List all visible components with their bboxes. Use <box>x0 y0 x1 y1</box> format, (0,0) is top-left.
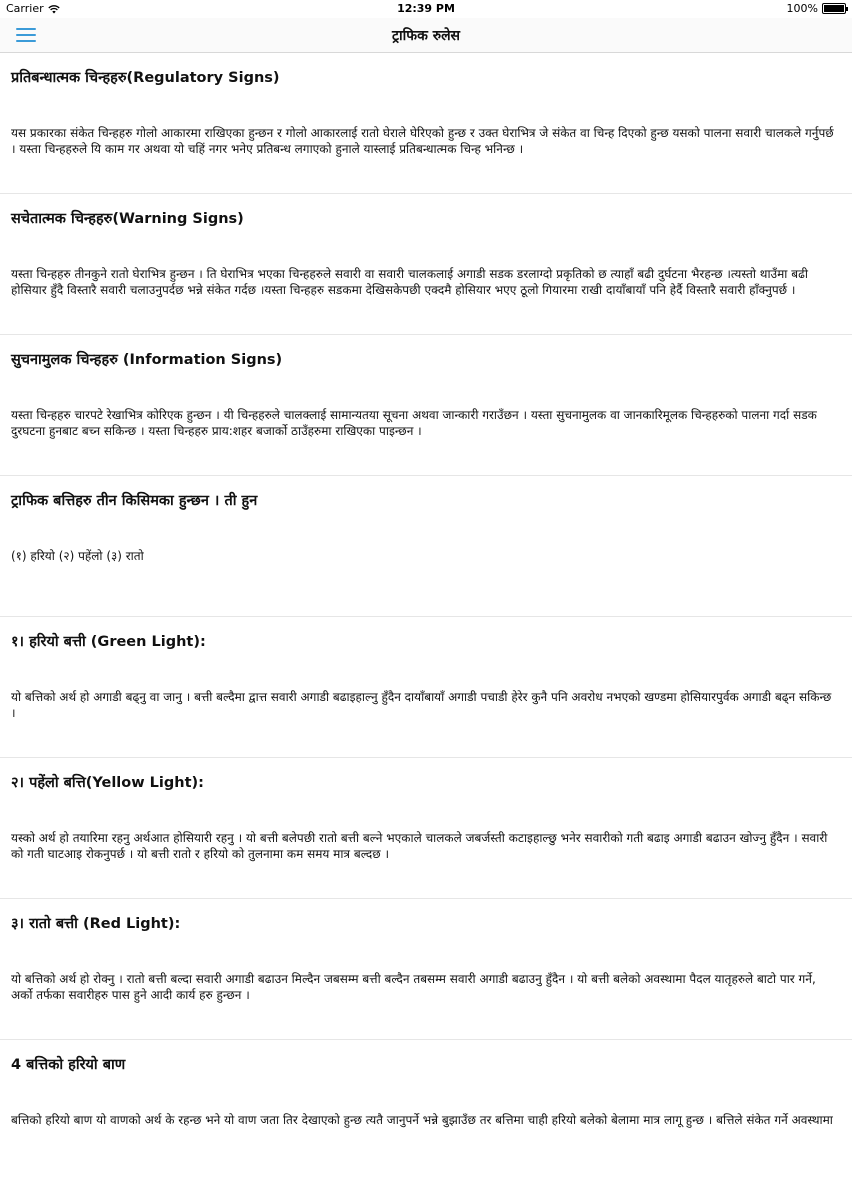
section-heading: सुचनामुलक चिन्हहरु (Information Signs) <box>11 352 283 368</box>
status-time: 12:39 PM <box>397 2 455 15</box>
section-body: बत्तिको हरियो बाण यो वाणको अर्थ के रहन्छ भने यो वाण जता तिर देखाएको हुन्छ त्यतै जानुपर्ने भन्ने बुझाउँछ तर बत्तिमा चाही हरियो बलेको बेलामा मात्र लागू हुन्छ । बत्तिले संकेत गर्ने अवस्थामा <box>11 1113 833 1127</box>
list-item <box>0 53 852 194</box>
list-item <box>0 899 852 1040</box>
page-title: ट्राफिक रुलेस <box>391 28 461 44</box>
content-list[interactable] <box>0 53 852 1181</box>
section-heading: 4 बत्तिको हरियो बाण <box>11 1057 126 1073</box>
navigation-bar <box>0 18 852 53</box>
list-item <box>0 335 852 476</box>
section-body: यो बत्तिको अर्थ हो रोक्नु । रातो बत्ती बल्दा सवारी अगाडी बढाउन मिल्दैन जबसम्म बत्ती बल्दैन तबसम्म सवारी अगाडी बढाउनु हुँदैन । यो बत्ती बलेको अवस्थामा पैदल यातृहरुले बाटो पार गर्ने, अर्को तर्फका सवारीहरु पास हुने आदी कार्य हरु हुन्छन । <box>11 972 816 1002</box>
list-item <box>0 758 852 899</box>
section-heading: ३। रातो बत्ती (Red Light): <box>11 916 181 932</box>
section-body: यो बत्तिको अर्थ हो अगाडी बढ्नु वा जानु । बत्ती बल्दैमा द्वात्त सवारी अगाडी बढाइहाल्नु हुँदैन दायाँबायाँ अगाडी पचाडी हेरेर कुनै पनि अवरोध नभएको खण्डमा होसियारपुर्वक अगाडी बढ्न सकिन्छ । <box>11 690 832 720</box>
carrier-label: Carrier <box>6 2 44 15</box>
section-heading: २। पहेंलो बत्ति(Yellow Light): <box>11 775 204 791</box>
section-body: यस प्रकारका संकेत चिन्हहरु गोलो आकारमा राखिएका हुन्छन र गोलो आकारलाई रातो घेराले घेरिएको हुन्छ र उक्त घेराभित्र जे संकेत वा चिन्ह दिएको हुन्छ यसको पालना सवारी चालकले गर्नुपर्छ । यस्ता चिन्हहरुले यि काम गर अथवा यो चहिं नगर भनेए प्रतिबन्ध लगाएको हुनाले यास्लाई प्रतिबन्धात्मक चिन्ह भनिन्छ । <box>11 126 834 156</box>
list-item <box>0 1040 852 1181</box>
status-bar <box>0 0 852 18</box>
section-body: (१) हरियो (२) पहेंलो (३) रातो <box>11 549 144 563</box>
section-heading: १। हरियो बत्ती (Green Light): <box>11 634 206 650</box>
list-item <box>0 194 852 335</box>
battery-icon <box>822 3 846 14</box>
section-heading: ट्राफिक बत्तिहरु तीन किसिमका हुन्छन । ती हुन <box>11 493 258 509</box>
section-heading: प्रतिबन्धात्मक चिन्हहरु(Regulatory Signs) <box>11 70 280 86</box>
list-item <box>0 617 852 758</box>
list-item <box>0 476 852 617</box>
section-body: यस्ता चिन्हहरु चारपटे रेखाभित्र कोरिएक हुन्छन । यी चिन्हहरुले चालक्लाई सामान्यतया सूचना अथवा जान्कारी गराउँछन । यस्ता सुचनामुलक वा जानकारिमूलक चिन्हहरुको पालना गर्दा सडक दुरघटना हुनबाट बच्न सकिन्छ । यस्ता चिन्हहरु प्राय:शहर बजार्को ठाउँहरुमा राखिएका पाइन्छन । <box>11 408 817 438</box>
battery-percent: 100% <box>786 2 818 15</box>
status-battery <box>787 2 846 15</box>
section-heading: सचेतात्मक चिन्हहरु(Warning Signs) <box>11 211 244 227</box>
section-body: यस्को अर्थ हो तयारिमा रहनु अर्थआत होसियारी रहनु । यो बत्ती बलेपछी रातो बत्ती बल्ने भएकाले चालकले जबर्जस्ती कटाइहाल्छु भनेर सवारीको गती बढाइ अगाडी बढाउन खोज्नु हुँदैन । सवारी को गती घाटआइ रोकनुपर्छ । यो बत्ती रातो र हरियो को तुलनामा कम समय मात्र बल्दछ । <box>11 831 828 861</box>
section-body: यस्ता चिन्हहरु तीनकुने रातो घेराभित्र हुन्छन । ति घेराभित्र भएका चिन्हहरुले सवारी वा सवारी चालकलाई अगाडी सडक डरलाग्दो प्रकृतिको छ त्याहाँ बढी दुर्घटना भैरहन्छ ।त्यस्तो थाउँमा बढी होसियार हुँदै विस्तारै सवारी चलाउनुपर्दछ भन्ने संकेत गर्दछ ।यस्ता चिन्हहरु सडकमा देखिसकेपछी एक्दमै होसियार भएए ठूलो गियारमा राखी दायाँबायाँ पनि हेर्दै विस्तारै सवारी हाँक्नुपर्छ । <box>11 267 808 297</box>
